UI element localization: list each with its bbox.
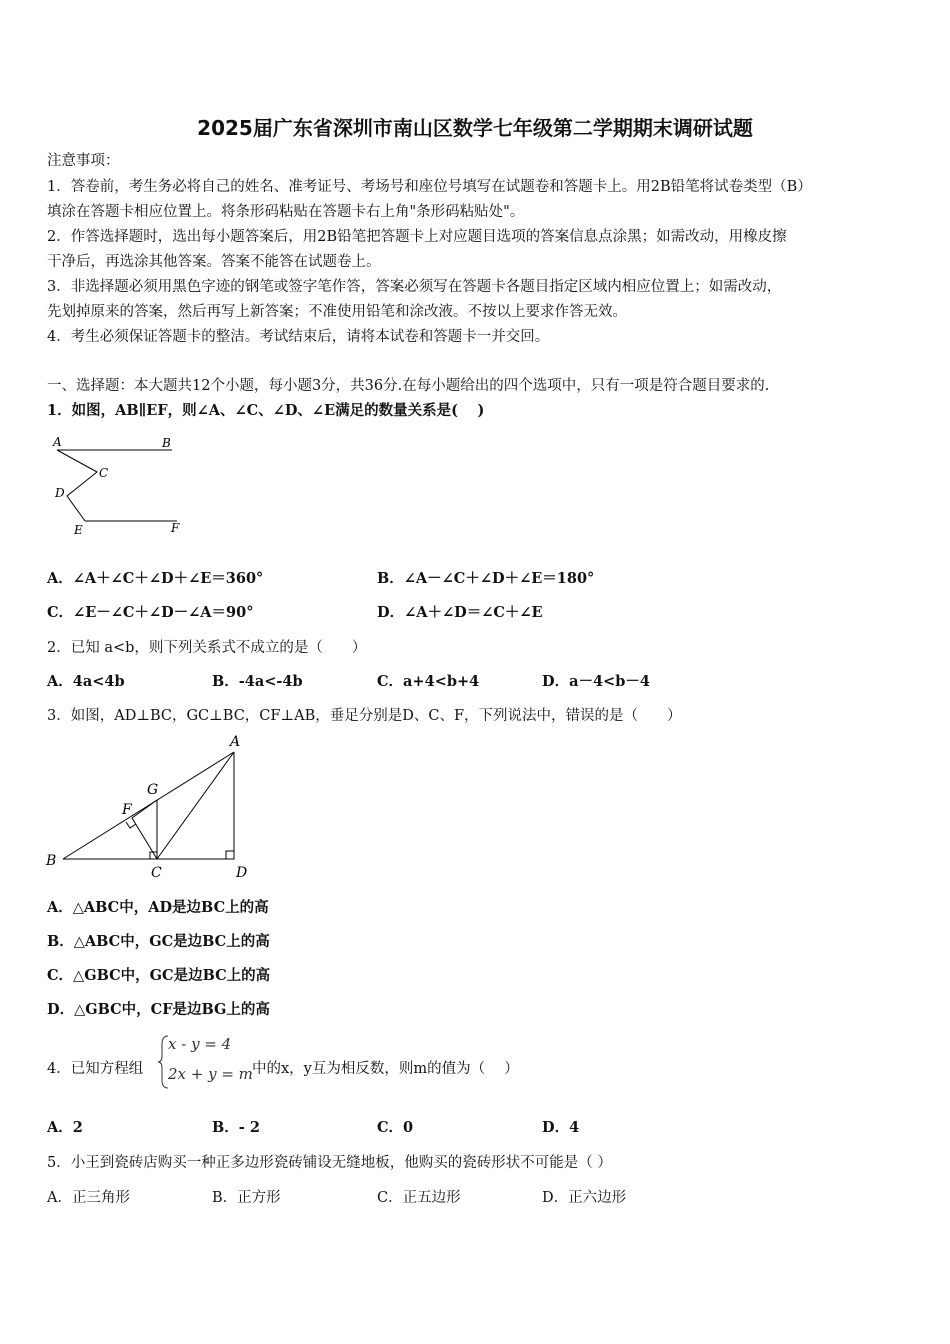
equation-1: x - y = 4 [168,1035,232,1053]
question-2-stem: 2．已知 a<b，则下列关系式不成立的是（ ） [47,640,367,656]
q2-option-a: A．4a<4b [47,673,125,690]
notes-heading: 注意事项： [47,153,120,169]
fig1-label-d: D [55,486,65,500]
question-4-suffix: 中的x，y互为相反数，则m的值为（ ） [252,1061,519,1077]
fig1-label-e: E [74,523,83,537]
note-line: 1．答卷前，考生务必将自己的姓名、准考证号、考场号和座位号填写在试题卷和答题卡上。用2B铅笔将试卷类型（B） [47,179,812,195]
q2-option-c: C．a+4<b+4 [377,673,480,690]
fig3-label-a: A [230,734,241,750]
note-line: 填涂在答题卡相应位置上。将条形码粘贴在答题卡右上角"条形码粘贴处"。 [47,204,525,220]
q5-option-a: A．正三角形 [47,1190,130,1206]
fig1-label-b: B [162,436,171,450]
note-line: 4．考生必须保证答题卡的整洁。考试结束后，请将本试卷和答题卡一并交回。 [47,329,550,345]
q3-option-b: B．△ABC中，GC是边BC上的高 [47,933,270,950]
q4-option-c: C．0 [377,1119,414,1136]
fig1-label-a: A [53,435,62,449]
note-line: 2．作答选择题时，选出每小题答案后，用2B铅笔把答题卡上对应题目选项的答案信息点涂黑；如需改动，用橡皮擦 [47,229,787,245]
note-line: 3．非选择题必须用黑色字迹的钢笔或签字笔作答，答案必须写在答题卡各题目指定区域内相应位置上；如需改动， [47,279,782,295]
q1-option-a: A．∠A＋∠C＋∠D＋∠E＝360° [47,570,264,587]
note-line: 先划掉原来的答案，然后再写上新答案；不准使用铅笔和涂改液。不按以上要求作答无效。 [47,304,627,320]
fig3-label-b: B [46,853,57,869]
q3-option-a: A．△ABC中，AD是边BC上的高 [47,899,269,916]
q5-option-c: C．正五边形 [377,1190,461,1206]
q3-option-c: C．△GBC中，GC是边BC上的高 [47,967,271,984]
q2-option-b: B．-4a<-4b [212,673,303,690]
fig3-label-g: G [147,782,159,798]
page-title: 2025届广东省深圳市南山区数学七年级第二学期期末调研试题 [197,116,753,140]
fig1-label-c: C [99,466,109,480]
q2-option-d: D．a－4<b－4 [542,673,650,690]
fig3-label-c: C [151,865,162,881]
q4-option-d: D．4 [542,1119,580,1136]
q1-option-d: D．∠A＋∠D＝∠C＋∠E [377,604,543,621]
q1-option-b: B．∠A－∠C＋∠D＋∠E＝180° [377,570,595,587]
q5-option-b: B．正方形 [212,1190,281,1206]
question-3-stem: 3．如图，AD⊥BC，GC⊥BC，CF⊥AB，垂足分别是D、C、F，下列说法中，错误的是（ ） [47,708,682,724]
q4-option-b: B．- 2 [212,1119,260,1136]
question-1-stem: 1．如图，AB∥EF，则∠A、∠C、∠D、∠E满足的数量关系是( ) [47,402,485,419]
q3-option-d: D．△GBC中，CF是边BG上的高 [47,1001,270,1018]
question-5-stem: 5．小王到瓷砖店购买一种正多边形瓷砖铺设无缝地板，他购买的瓷砖形状不可能是（ ） [47,1155,612,1171]
question-4-prefix: 4．已知方程组 [47,1061,144,1077]
note-line: 干净后，再选涂其他答案。答案不能答在试题卷上。 [47,254,381,270]
equation-system [158,1034,252,1090]
q4-option-a: A．2 [47,1119,83,1136]
fig3-label-f: F [122,802,132,818]
question-3-figure [40,732,260,882]
section-heading: 一、选择题：本大题共12个小题，每小题3分，共36分.在每小题给出的四个选项中，只有一项是符合题目要求的. [47,378,770,394]
equation-2: 2x + y = m [168,1065,253,1083]
question-1-figure [47,430,192,540]
fig3-label-d: D [236,865,248,881]
fig1-label-f: F [171,521,180,535]
q5-option-d: D．正六边形 [542,1190,627,1206]
q1-option-c: C．∠E－∠C＋∠D－∠A＝90° [47,604,254,621]
